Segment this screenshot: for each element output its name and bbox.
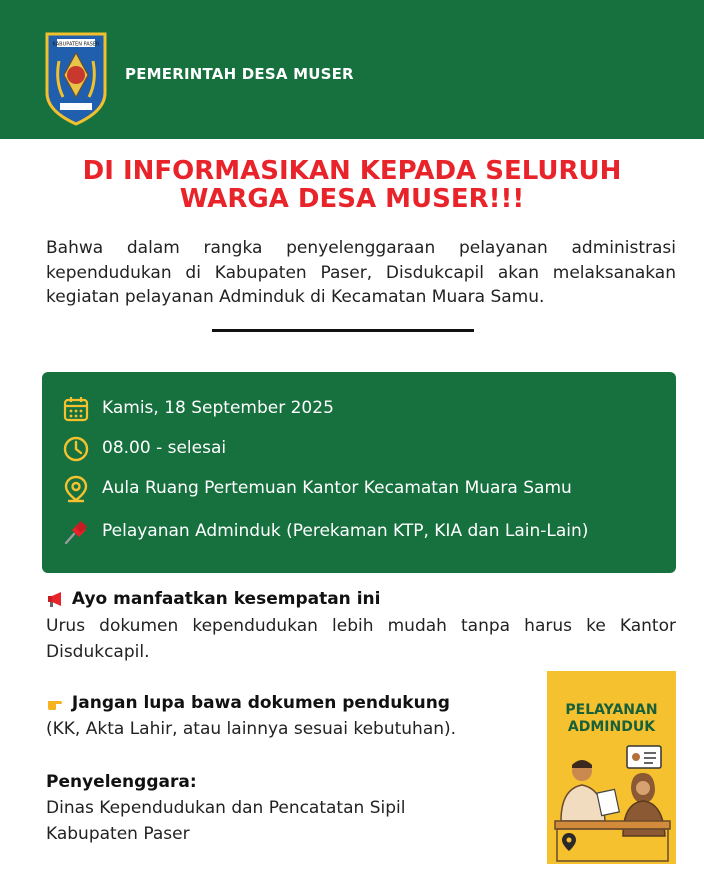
poster-title-line-2: ADMINDUK xyxy=(567,719,656,735)
organizer-name xyxy=(46,795,526,847)
header-title: PEMERINTAH DESA MUSER xyxy=(125,65,354,83)
intro-paragraph: Bahwa dalam rangka penyelenggaraan pelayanan administrasi kependudukan di Kabupaten Paser, Disdukcapil akan melaksanakan kegiatan pelayanan Adminduk di Kecamatan Muara Samu. xyxy=(46,238,676,307)
logo-banner-text: KABUPATEN PASER xyxy=(52,41,100,48)
event-service-row xyxy=(42,514,676,548)
event-time-text: 08.00 - selesai xyxy=(102,438,227,458)
megaphone-icon xyxy=(46,589,66,609)
header-bar xyxy=(0,0,704,139)
pushpin-icon xyxy=(62,518,90,546)
event-service-text: Pelayanan Adminduk (Perekaman KTP, KIA dan Lain-Lain) xyxy=(102,521,589,541)
event-location-row xyxy=(42,471,676,505)
opportunity-text: Urus dokumen kependudukan lebih mudah tanpa harus ke Kantor Disdukcapil. xyxy=(46,616,676,662)
event-date-text: Kamis, 18 September 2025 xyxy=(102,398,334,418)
service-desk xyxy=(555,821,670,829)
document-paper xyxy=(597,789,619,815)
event-details-box xyxy=(42,372,676,573)
opportunity-title: Ayo manfaatkan kesempatan ini xyxy=(71,589,381,609)
documents-title: Jangan lupa bawa dokumen pendukung xyxy=(71,693,450,713)
calendar-icon xyxy=(62,395,90,423)
divider-rule xyxy=(212,329,474,332)
headline-line-2: WARGA DESA MUSER!!! xyxy=(179,184,525,214)
event-date-row xyxy=(42,391,676,425)
adminduk-poster xyxy=(547,671,676,864)
documents-heading xyxy=(46,693,450,713)
poster-title xyxy=(547,702,676,736)
poster-title-line-1: PELAYANAN xyxy=(565,702,658,718)
opportunity-heading xyxy=(46,589,380,609)
organizer-line-2: Kabupaten Paser xyxy=(46,824,190,844)
paser-regency-logo xyxy=(45,31,107,126)
organizer-title: Penyelenggara: xyxy=(46,772,197,792)
headline xyxy=(40,157,664,213)
event-location-text: Aula Ruang Pertemuan Kantor Kecamatan Muara Samu xyxy=(102,478,572,498)
service-illustration xyxy=(547,741,676,864)
event-time-row xyxy=(42,431,676,465)
pointing-hand-icon xyxy=(46,693,66,713)
organizer-line-1: Dinas Kependudukan dan Pencatatan Sipil xyxy=(46,798,406,818)
citizen-body xyxy=(623,801,665,836)
clock-icon xyxy=(62,435,90,463)
documents-text: (KK, Akta Lahir, atau lainnya sesuai kebutuhan). xyxy=(46,719,457,739)
location-pin-icon xyxy=(62,475,90,503)
headline-line-1: DI INFORMASIKAN KEPADA SELURUH xyxy=(82,156,622,186)
